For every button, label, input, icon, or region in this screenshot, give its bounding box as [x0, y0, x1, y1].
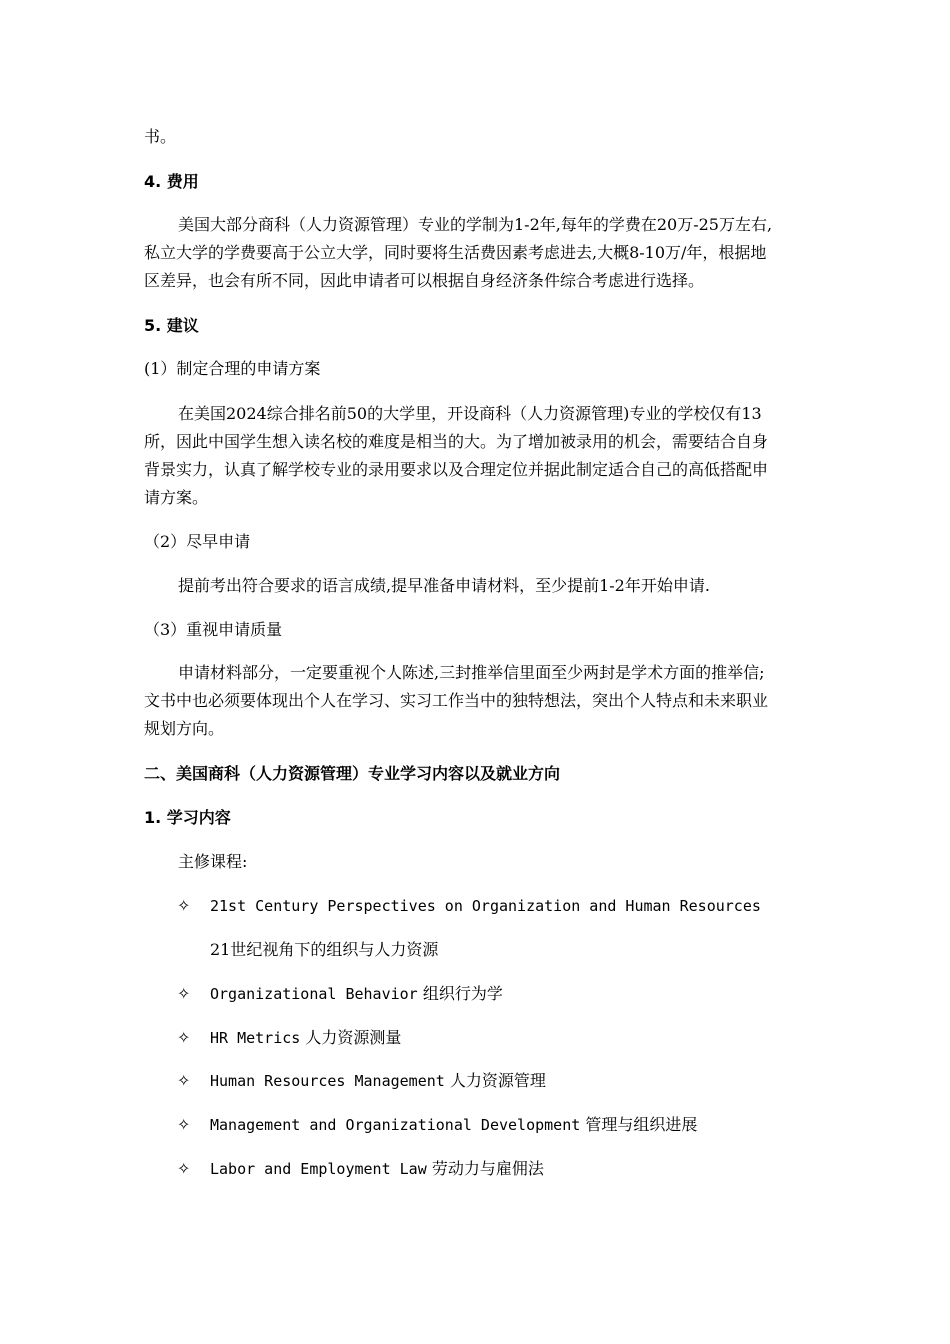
course-en: Organizational Behavior [210, 985, 418, 1003]
list-item [210, 1158, 544, 1180]
course-en: Labor and Employment Law [210, 1160, 427, 1178]
section-5-heading: 5. 建议 [144, 316, 199, 335]
subsection-1-title: (1）制定合理的申请方案 [144, 359, 321, 378]
list-item [210, 1027, 401, 1049]
paragraph-line: 美国大部分商科（人力资源管理）专业的学制为1-2年,每年的学费在20万-25万左右, [178, 215, 773, 234]
diamond-bullet-icon: ✧ [177, 1115, 191, 1134]
paragraph-line: 所，因此中国学生想入读名校的难度是相当的大。为了增加被录用的机会，需要结合自身 [144, 432, 769, 451]
subsection-2-title: （2）尽早申请 [144, 532, 251, 551]
section-4-heading: 4. 费用 [144, 172, 199, 191]
paragraph-line: 背景实力，认真了解学校专业的录用要求以及合理定位并据此制定适合自己的高低搭配申 [144, 460, 769, 479]
diamond-bullet-icon: ✧ [177, 896, 191, 915]
course-en: HR Metrics [210, 1029, 301, 1047]
paragraph-line: 提前考出符合要求的语言成绩,提早准备申请材料，至少提前1-2年开始申请. [178, 576, 710, 595]
list-item [210, 1070, 546, 1092]
diamond-bullet-icon: ✧ [177, 1159, 191, 1178]
course-zh: 21世纪视角下的组织与人力资源 [210, 940, 439, 959]
paragraph-line: 规划方向。 [144, 719, 225, 738]
continuation-text: 书。 [144, 127, 177, 146]
paragraph-line: 在美国2024综合排名前50的大学里，开设商科（人力资源管理)专业的学校仅有13 [178, 404, 762, 423]
diamond-bullet-icon: ✧ [177, 1028, 191, 1047]
diamond-bullet-icon: ✧ [177, 984, 191, 1003]
course-zh: 组织行为学 [422, 984, 503, 1003]
course-zh: 人力资源测量 [305, 1028, 402, 1047]
part-2-heading: 二、美国商科（人力资源管理）专业学习内容以及就业方向 [144, 764, 561, 783]
list-item [210, 1114, 697, 1136]
course-en: Management and Organizational Development [210, 1116, 581, 1134]
paragraph-line: 请方案。 [144, 488, 209, 507]
part-2-sub-1-heading: 1. 学习内容 [144, 808, 231, 827]
course-en: Human Resources Management [210, 1072, 445, 1090]
paragraph-line: 私立大学的学费要高于公立大学，同时要将生活费因素考虑进去,大概8-10万/年，根据地 [144, 243, 767, 262]
course-zh: 管理与组织进展 [585, 1115, 698, 1134]
list-item [210, 983, 503, 1005]
courses-label: 主修课程: [178, 852, 248, 871]
course-zh: 人力资源管理 [449, 1071, 546, 1090]
course-en: 21st Century Perspectives on Organization and Human Resources [210, 897, 761, 915]
paragraph-line: 文书中也必须要体现出个人在学习、实习工作当中的独特想法，突出个人特点和未来职业 [144, 691, 769, 710]
diamond-bullet-icon: ✧ [177, 1071, 191, 1090]
paragraph-line: 申请材料部分，一定要重视个人陈述,三封推举信里面至少两封是学术方面的推举信; [178, 663, 765, 682]
course-zh: 劳动力与雇佣法 [431, 1159, 544, 1178]
subsection-3-title: （3）重视申请质量 [144, 620, 283, 639]
paragraph-line: 区差异，也会有所不同，因此申请者可以根据自身经济条件综合考虑进行选择。 [144, 271, 705, 290]
